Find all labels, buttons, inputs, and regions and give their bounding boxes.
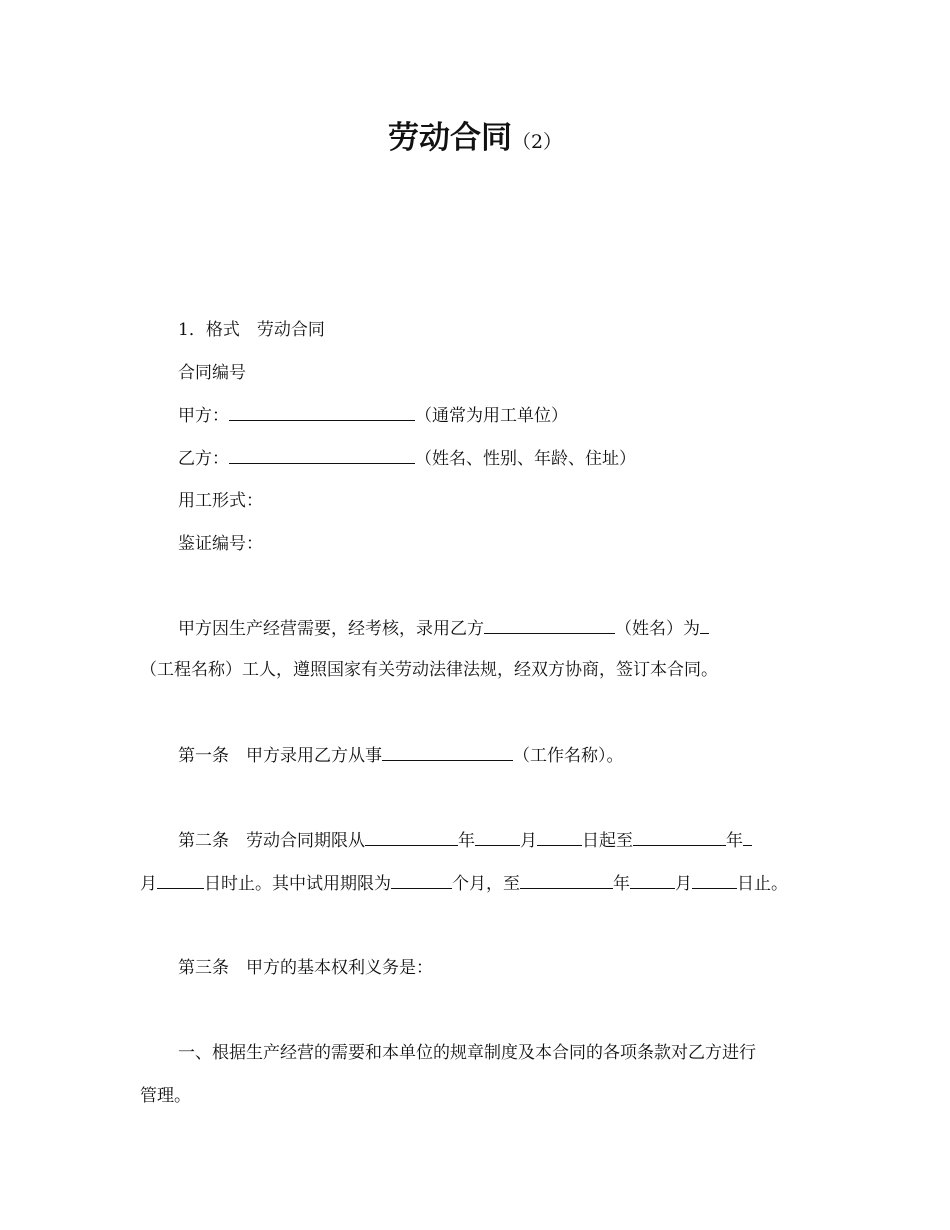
day-end-label: 日止。: [737, 874, 788, 894]
year-label: 年: [726, 831, 743, 851]
verification-no-label: 鉴证编号：: [178, 534, 263, 554]
day-from-label: 日起至: [582, 831, 633, 851]
document-title: [0, 112, 950, 157]
preamble-text-a: 甲方因生产经营需要，经考核，录用乙方: [178, 619, 484, 639]
month-label: 月: [520, 831, 537, 851]
party-b-label: 乙方：: [178, 449, 229, 469]
article-3: 第三条 甲方的基本权利义务是：: [178, 958, 433, 978]
format-line: 1．格式 劳动合同: [178, 320, 325, 340]
employment-form-label: 用工形式：: [178, 491, 263, 511]
preamble-line-1: [178, 616, 709, 641]
probation-day-blank: [692, 871, 737, 889]
start-year-blank: [365, 828, 458, 846]
article-2-text-b: 日时止。其中试用期限为: [204, 874, 391, 894]
probation-year-blank: [520, 871, 613, 889]
preamble-text-b: （姓名）为: [615, 619, 700, 639]
article-2-line-2: [140, 871, 788, 896]
contract-no-label: 合同编号: [178, 363, 246, 383]
party-a-blank: [229, 403, 415, 421]
month-label: 月: [140, 874, 157, 894]
article-2-text-a: 第二条 劳动合同期限从: [178, 831, 365, 851]
month-label: 月: [675, 874, 692, 894]
item-1-line-1: 一、根据生产经营的需要和本单位的规章制度及本合同的各项条款对乙方进行: [178, 1043, 756, 1063]
item-1-line-2: 管理。: [140, 1086, 191, 1106]
job-blank: [382, 743, 513, 761]
party-b-note: （姓名、性别、年龄、住址）: [415, 449, 636, 469]
end-month-blank: [743, 828, 752, 846]
start-day-blank: [537, 828, 582, 846]
end-year-blank: [633, 828, 726, 846]
party-a-line: [178, 403, 568, 428]
year-label: 年: [613, 874, 630, 894]
name-blank: [484, 616, 615, 634]
article-1-text-b: （工作名称）。: [513, 746, 624, 766]
year-label: 年: [458, 831, 475, 851]
party-b-line: [178, 446, 636, 471]
preamble-line-2: （工程名称）工人，遵照国家有关劳动法律法规，经双方协商，签订本合同。: [140, 660, 718, 680]
party-b-blank: [229, 446, 415, 464]
title-main: 劳动合同: [387, 120, 512, 156]
article-2-text-c: 个月，至: [452, 874, 520, 894]
start-month-blank: [475, 828, 520, 846]
article-2-line-1: [178, 828, 752, 853]
party-a-label: 甲方：: [178, 406, 229, 426]
party-a-note: （通常为用工单位）: [415, 406, 568, 426]
article-1: [178, 743, 624, 768]
probation-month-blank: [630, 871, 675, 889]
end-day-blank: [157, 871, 204, 889]
project-blank: [700, 616, 709, 634]
probation-months-blank: [391, 871, 452, 889]
title-suffix: （2）: [511, 131, 563, 153]
article-1-text-a: 第一条 甲方录用乙方从事: [178, 746, 382, 766]
